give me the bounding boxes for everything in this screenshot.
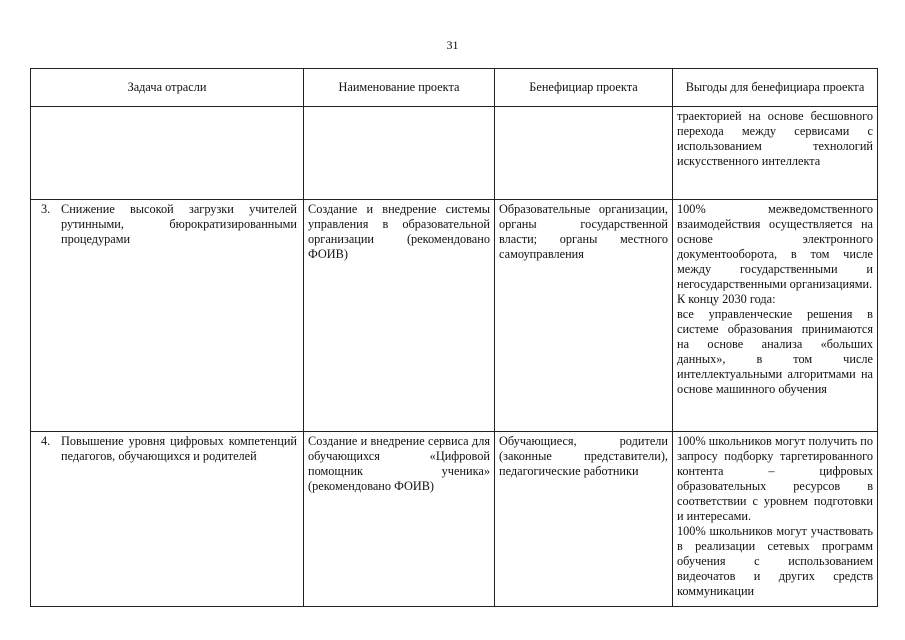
task-cell [31,200,304,432]
header-task: Задача отрасли [31,69,304,107]
task-cell [31,432,304,607]
benefit-paragraph: 100% межведомственного взаимодействия осуществляется на основе электронного документооборота, в том числе между государственными и негосударственными организациями. [677,202,873,291]
task-text: Снижение высокой загрузки учителей рутинными, бюрократизированными процедурами [61,202,297,246]
task-text: Повышение уровня цифровых компетенций педагогов, обучающихся и родителей [61,434,297,463]
header-benefits: Выгоды для бенефициара проекта [673,69,878,107]
row-number: 4. [41,434,51,448]
project-cell: Создание и внедрение сервиса для обучающихся «Цифровой помощник ученика» (рекомендовано ФОИВ) [304,432,495,607]
benefits-cell [673,432,878,607]
row-number: 3. [41,202,51,216]
table-row [31,200,878,432]
benefits-cell [673,107,878,200]
table-row [31,107,878,200]
project-cell [304,107,495,200]
project-cell: Создание и внедрение системы управления в образовательной организации (рекомендовано ФОИВ) [304,200,495,432]
benefit-paragraph: траекторией на основе бесшовного перехода между сервисами с использованием технологий искусственного интеллекта [677,109,873,168]
benefit-paragraph: 100% школьников могут получить по запросу подборку таргетированного контента – цифровых образовательных ресурсов в соответствии с уровнем подготовки и интересами. [677,434,873,523]
beneficiary-cell: Обучающиеся, родители (законные представители), педагогические работники [495,432,673,607]
header-project: Наименование проекта [304,69,495,107]
task-cell [31,107,304,200]
benefit-paragraph: 100% школьников могут участвовать в реализации сетевых программ обучения с использованием видеочатов и других средств коммуникации [677,524,873,598]
benefit-paragraph: все управленческие решения в системе образования принимаются на основе анализа «больших данных», в том числе интеллектуальными алгоритмами на основе машинного обучения [677,307,873,396]
beneficiary-cell [495,107,673,200]
benefit-paragraph: К концу 2030 года: [677,292,776,306]
page-number: 31 [446,38,459,52]
table-header-row [31,69,878,107]
beneficiary-cell: Образовательные организации, органы государственной власти; органы местного самоуправления [495,200,673,432]
table-row [31,432,878,607]
header-beneficiary: Бенефициар проекта [495,69,673,107]
projects-table [30,68,878,607]
benefits-cell [673,200,878,432]
